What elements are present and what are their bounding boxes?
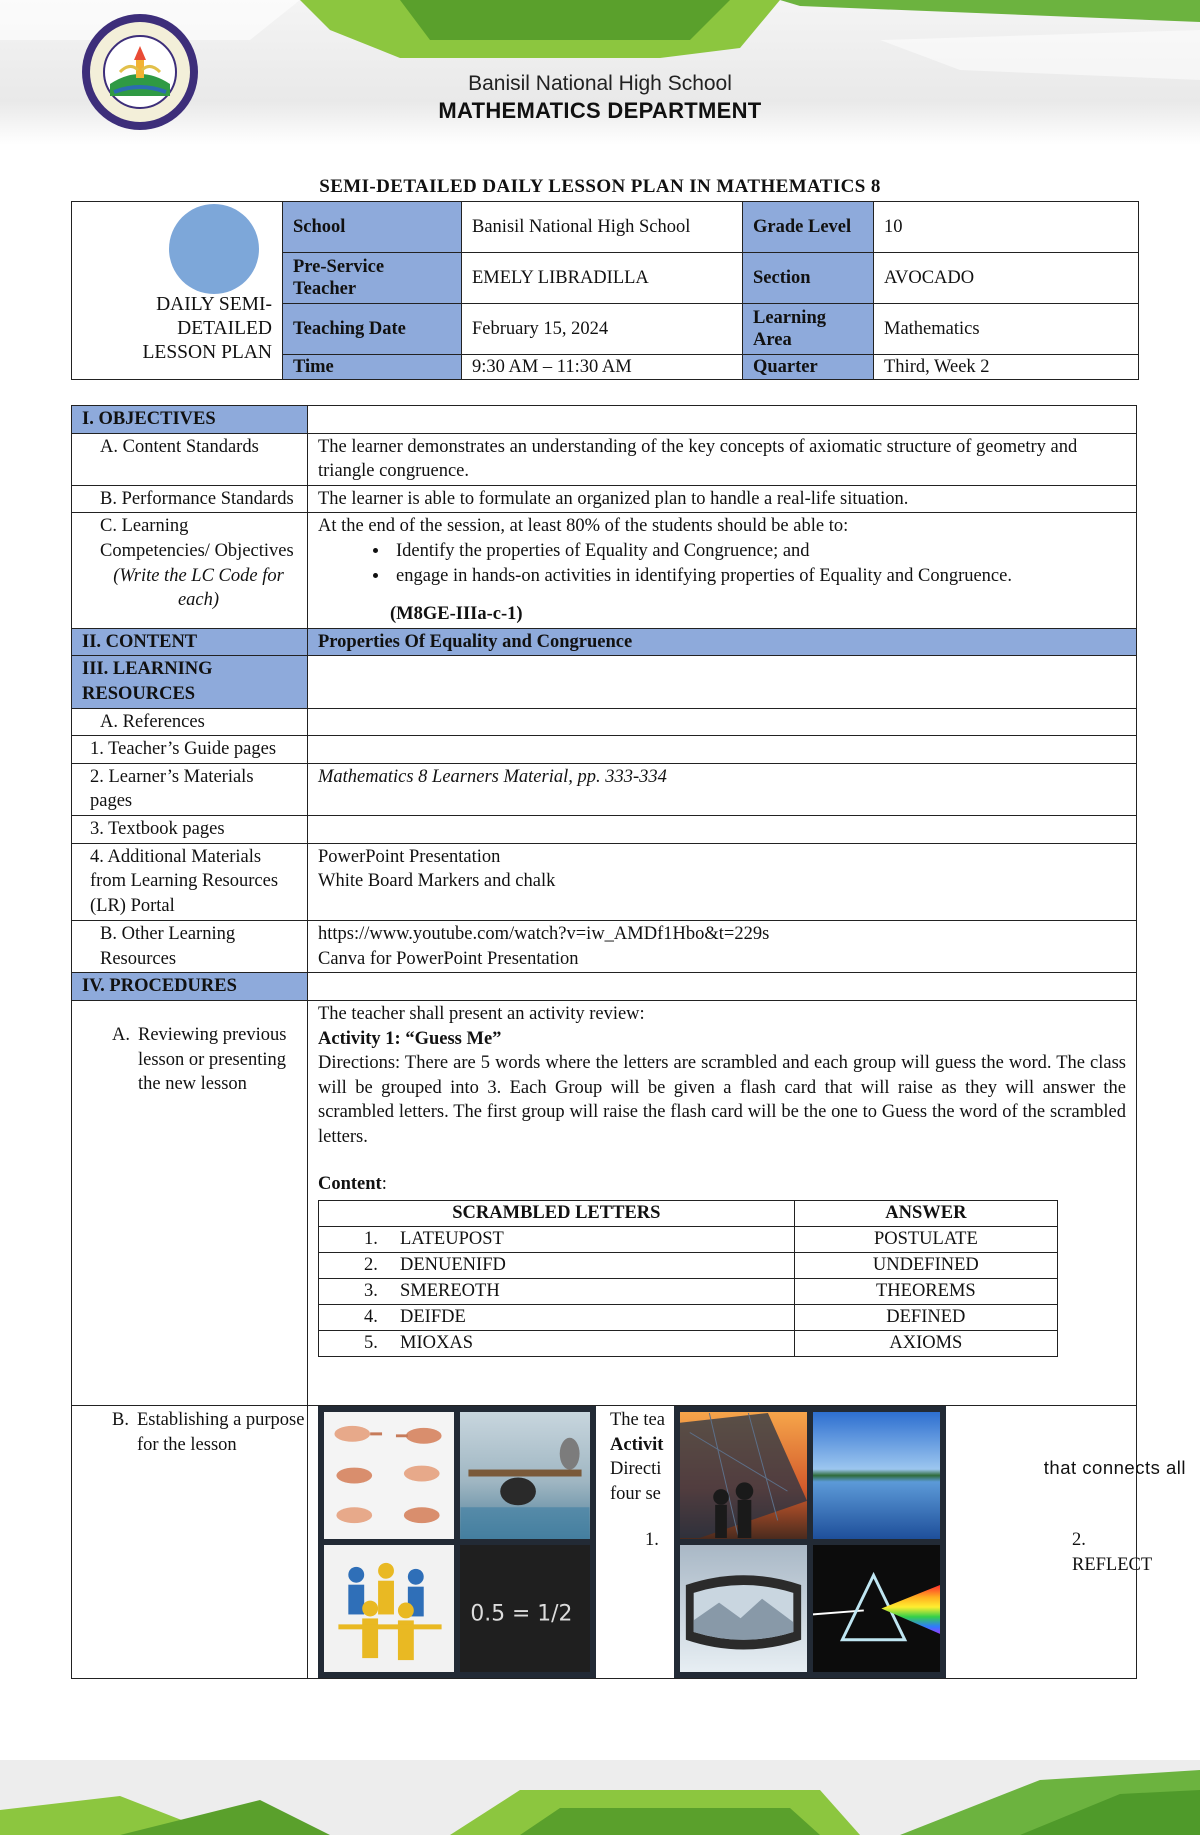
competencies-cell: [308, 513, 1137, 628]
table-row: [319, 1305, 1058, 1331]
procedure-b-cell: [308, 1406, 1186, 1679]
procedure-b-letter: B.: [112, 1410, 129, 1431]
section-value: AVOCADO: [874, 253, 1139, 304]
chalkboard-image: [460, 1545, 590, 1672]
answer-word: THEOREMS: [794, 1279, 1057, 1305]
document-title: SEMI-DETAILED DAILY LESSON PLAN IN MATHEMATICS 8: [319, 176, 881, 197]
competencies-list: [318, 539, 1126, 588]
department-name: MATHEMATICS DEPARTMENT: [438, 98, 762, 123]
section-label: Section: [743, 253, 874, 304]
row-number: 1.: [364, 1229, 378, 1250]
performance-standards-label: B. Performance Standards: [72, 485, 308, 513]
circle-shape: [169, 204, 259, 294]
scrambled-word: DENUENIFD: [400, 1255, 506, 1276]
chalkboard-equation: 0.5 = 1/2: [470, 1601, 573, 1627]
grade-value: 10: [874, 202, 1139, 253]
teachers-guide-label: 1. Teacher’s Guide pages: [72, 736, 308, 764]
references-label: A. References: [72, 708, 308, 736]
content-heading: II. CONTENT: [72, 628, 308, 656]
procedure-a-label-cell: [72, 1001, 308, 1406]
scrambled-word: MIOXAS: [400, 1333, 473, 1354]
item-2: 2. REFLECT: [1072, 1530, 1153, 1575]
row-number: 2.: [364, 1255, 378, 1276]
date-label: Teaching Date: [283, 304, 462, 355]
dlp-label-cell: [72, 202, 283, 380]
table-row: [319, 1227, 1058, 1253]
scrambled-word: SMEREOTH: [400, 1281, 500, 1302]
time-label: Time: [283, 355, 462, 380]
prism-image: [813, 1545, 940, 1672]
other-resource: Canva for PowerPoint Presentation: [318, 948, 579, 969]
ski-goggles-image: [680, 1545, 807, 1672]
procedure-b-line: four se: [610, 1483, 661, 1504]
competencies-note: (Write the LC Code for each): [113, 565, 284, 611]
scrambled-word: DEIFDE: [400, 1307, 466, 1328]
procedure-a-intro: The teacher shall present an activity review:: [318, 1004, 645, 1025]
scrambled-header: SCRAMBLED LETTERS: [319, 1201, 795, 1227]
picture-grid-2: [674, 1406, 946, 1678]
content-value: Properties Of Equality and Congruence: [308, 628, 1137, 656]
dlp-label: DAILY SEMI- DETAILED LESSON PLAN: [142, 294, 272, 364]
competencies-label-cell: [72, 513, 308, 628]
objectives-heading: I. OBJECTIVES: [72, 406, 308, 434]
answer-word: AXIOMS: [794, 1331, 1057, 1357]
school-label: School: [283, 202, 462, 253]
procedure-b-line: The tea: [610, 1410, 665, 1431]
activity-2-title: Activit: [610, 1434, 664, 1455]
procedure-a-letter: A.: [112, 1025, 130, 1046]
procedure-b-line: Directi: [610, 1459, 662, 1480]
answer-word: UNDEFINED: [794, 1253, 1057, 1279]
teacher-value: EMELY LIBRADILLA: [462, 253, 743, 304]
page-footer: [0, 1760, 1200, 1835]
other-resources-label: B. Other Learning Resources: [72, 921, 308, 973]
activity-1-title: Activity 1: “Guess Me”: [318, 1028, 502, 1049]
table-row: [319, 1279, 1058, 1305]
item-1: 1.: [645, 1530, 659, 1551]
teachers-guide-blank: [308, 736, 1137, 764]
scrambled-table: [318, 1200, 1058, 1357]
picture-grid-1: [318, 1406, 596, 1678]
area-value: Mathematics: [874, 304, 1139, 355]
row-number: 5.: [364, 1333, 378, 1354]
school-value: Banisil National High School: [462, 202, 743, 253]
answer-word: POSTULATE: [794, 1227, 1057, 1253]
additional-material: PowerPoint Presentation: [318, 846, 501, 867]
table-row: [319, 1253, 1058, 1279]
lesson-plan-table: [71, 405, 1186, 1679]
procedure-a-label: Reviewing previous lesson or presenting the new lesson: [138, 1025, 287, 1095]
quarter-label: Quarter: [743, 355, 874, 380]
date-value: February 15, 2024: [462, 304, 743, 355]
table-row: [319, 1331, 1058, 1357]
learners-materials-label: 2. Learner’s Materials pages: [72, 763, 308, 815]
quarter-value: Third, Week 2: [874, 355, 1139, 380]
procedure-a-cell: The teacher shall present an activity review: Activity 1: “Guess Me” Directions: There are 5 words where the letters are scrambled and each group will guess the word. The class will be grouped into 3. Each Group will be given a flash card that will raise as they will answer the scrambled letters. The first group will raise the flash card will be the one to Guess the word of the scrambled letters. Content: SCRAMBLED LETTERS ANSWER 1. LATEUPOST POSTULATE 2. DENUENIFD UNDEFINED 3. SMEREOTH THEOREMS 4. DEIFDE DEFINED 5. MIOXAS AXIOMS: [308, 1001, 1137, 1406]
answer-header: ANSWER: [794, 1201, 1057, 1227]
additional-materials-cell: [308, 843, 1137, 921]
performance-standards-text: The learner is able to formulate an organized plan to handle a real-life situation.: [308, 485, 1137, 513]
resources-heading-blank: [308, 656, 1137, 708]
procedure-b-label: Establishing a purpose for the lesson: [136, 1410, 305, 1455]
objectives-heading-blank: [308, 406, 1137, 434]
school-name: Banisil National High School: [468, 72, 732, 95]
competencies-intro: At the end of the session, at least 80% of the students should be able to:: [318, 516, 849, 537]
grade-label: Grade Level: [743, 202, 874, 253]
teacher-label: Pre-Service Teacher: [283, 253, 462, 304]
lesson-info-table: [71, 201, 1139, 380]
page-header: [0, 0, 1200, 145]
hands-image: [324, 1412, 454, 1539]
activity-1-directions: Directions: There are 5 words where the letters are scrambled and each group will guess the word. The class will be grouped into 3. Each Group will be given a flash card that will raise as they will answer the scrambled letters. The first group will raise the flash card will be the one to Guess the word of the scrambled letters.: [318, 1053, 1126, 1148]
procedures-heading: IV. PROCEDURES: [72, 973, 308, 1001]
lc-code: (M8GE-IIIa-c-1): [390, 604, 523, 625]
resource-link[interactable]: https://www.youtube.com/watch?v=iw_AMDf1Hbo&t=229s: [318, 924, 770, 945]
other-resources-cell: [308, 921, 1137, 973]
row-number: 4.: [364, 1307, 378, 1328]
footer-decoration: [0, 1760, 1200, 1835]
references-blank: [308, 708, 1137, 736]
procedures-heading-blank: [308, 973, 1137, 1001]
content-label: Content: [318, 1173, 382, 1194]
solar-panel-image: [680, 1412, 807, 1539]
paper-people-image: [324, 1545, 454, 1672]
lake-reflection-image: [813, 1412, 940, 1539]
scrambled-word: LATEUPOST: [400, 1229, 504, 1250]
resources-heading: III. LEARNING RESOURCES: [72, 656, 308, 708]
area-label: Learning Area: [743, 304, 874, 355]
list-item: • Identify the properties of Equality and Congruence; and: [390, 539, 1126, 564]
procedure-b-continuation: that connects all: [1043, 1457, 1186, 1479]
row-number: 3.: [364, 1281, 378, 1302]
procedure-b-label-cell: [72, 1406, 308, 1679]
time-value: 9:30 AM – 11:30 AM: [462, 355, 743, 380]
learners-materials-value: Mathematics 8 Learners Material, pp. 333-334: [308, 763, 1137, 815]
textbook-blank: [308, 815, 1137, 843]
additional-material: White Board Markers and chalk: [318, 871, 556, 892]
content-standards-text: The learner demonstrates an understanding of the key concepts of axiomatic structure of geometry and triangle congruence.: [308, 433, 1137, 485]
textbook-label: 3. Textbook pages: [72, 815, 308, 843]
balance-stones-image: [460, 1412, 590, 1539]
answer-word: DEFINED: [794, 1305, 1057, 1331]
list-item: • engage in hands-on activities in identifying properties of Equality and Congruence.: [390, 564, 1126, 589]
competencies-label: C. Learning Competencies/ Objectives: [100, 516, 294, 561]
additional-materials-label: 4. Additional Materials from Learning Resources (LR) Portal: [72, 843, 308, 921]
content-standards-label: A. Content Standards: [72, 433, 308, 485]
